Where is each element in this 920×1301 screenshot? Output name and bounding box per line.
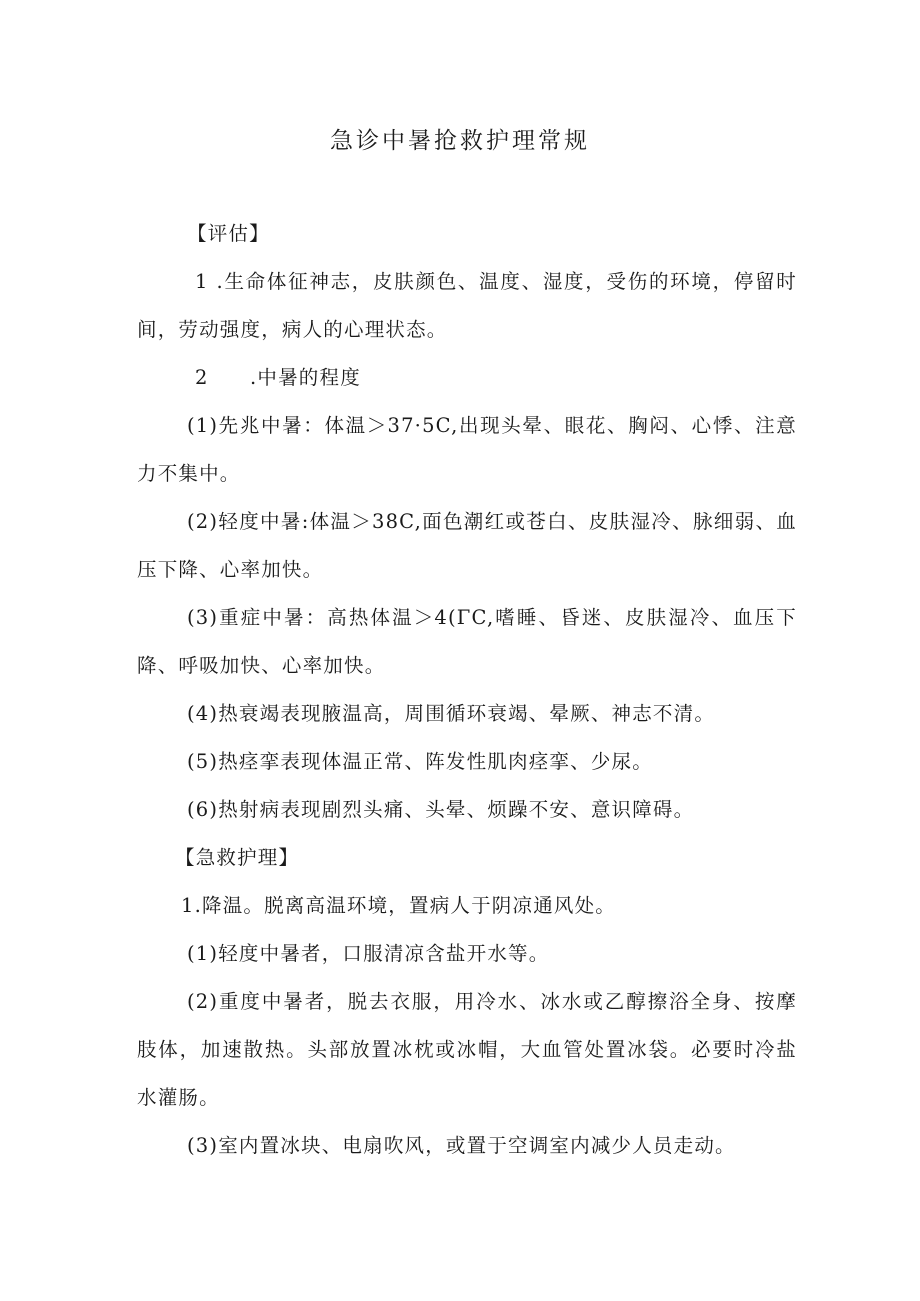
paragraph: (5)热痉挛表现体温正常、阵发性肌肉痉挛、少尿。: [187, 750, 653, 773]
paragraph: (2)重度中暑者，脱去衣服，用冷水、冰水或乙醇擦浴全身、按摩肢体，加速散热。头部放置冰枕或冰帽，大血管处置冰袋。必要时冷盐水灌肠。: [137, 990, 797, 1109]
paragraph: 1 .生命体征神志，皮肤颜色、温度、湿度，受伤的环境，停留时间，劳动强度，病人的心理状态。: [137, 270, 797, 341]
paragraph: (1)先兆中暑：体温＞37·5C,出现头晕、眼花、胸闷、心悸、注意力不集中。: [137, 414, 797, 485]
paragraph: (4)热衰竭表现腋温高，周围循环衰竭、晕厥、神志不清。: [187, 702, 716, 725]
paragraph: 2 .中暑的程度: [195, 366, 361, 389]
paragraph: (6)热射病表现剧烈头痛、头晕、烦躁不安、意识障碍。: [187, 798, 695, 821]
paragraph: 1.降温。脱离高温环境，置病人于阴凉通风处。: [181, 894, 617, 917]
section-heading-emergency-care: 【急救护理】: [175, 846, 300, 869]
document-title: 急诊中暑抢救护理常规: [330, 128, 590, 154]
paragraph: (3)重症中暑：高热体温＞4(ΓC,嗜睡、昏迷、皮肤湿冷、血压下降、呼吸加快、心率加快。: [137, 606, 797, 677]
paragraph: (2)轻度中暑:体温＞38C,面色潮红或苍白、皮肤湿冷、脉细弱、血压下降、心率加快。: [137, 510, 797, 581]
document-body: [137, 210, 797, 1170]
paragraph: (3)室内置冰块、电扇吹风，或置于空调室内减少人员走动。: [187, 1134, 736, 1157]
paragraph: (1)轻度中暑者，口服清凉含盐开水等。: [187, 942, 550, 965]
section-heading-assessment: 【评估】: [187, 222, 270, 245]
